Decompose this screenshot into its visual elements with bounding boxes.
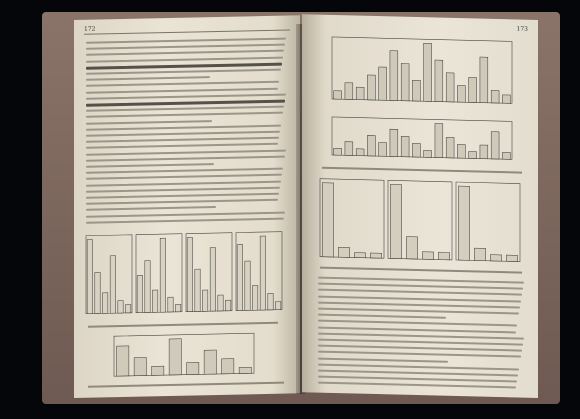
left-panel-3-bar bbox=[202, 290, 207, 311]
left-panel-3-bar bbox=[195, 269, 200, 311]
text-line bbox=[86, 87, 278, 93]
right-middle-bar bbox=[390, 129, 398, 156]
text-line bbox=[86, 106, 284, 112]
text-line bbox=[86, 76, 210, 81]
text-line bbox=[86, 124, 281, 130]
text-line bbox=[86, 44, 285, 50]
right-top-bar bbox=[480, 57, 488, 103]
right-middle-bar bbox=[469, 152, 477, 159]
right-upper-caption bbox=[322, 167, 522, 174]
text-line bbox=[318, 308, 519, 315]
left-bottom-bar bbox=[117, 346, 129, 376]
text-line bbox=[86, 149, 286, 155]
right-top-bar bbox=[345, 83, 353, 100]
left-panel-4-bar bbox=[268, 293, 273, 310]
right-middle-bar bbox=[379, 143, 387, 157]
text-line bbox=[86, 93, 286, 99]
left-panel-2-bar bbox=[175, 304, 180, 312]
text-line bbox=[318, 357, 448, 362]
left-panel-4-bar bbox=[245, 261, 250, 310]
right-middle-bar bbox=[457, 144, 465, 158]
right-figure-middle bbox=[332, 115, 512, 164]
right-lower-bar-chart-panels bbox=[320, 177, 525, 267]
text-line bbox=[318, 370, 518, 377]
left-panel-4-bar bbox=[252, 285, 257, 310]
left-panel-1-bar bbox=[110, 256, 115, 314]
right-lower-panel-1-bar bbox=[370, 253, 381, 258]
text-line bbox=[86, 69, 281, 75]
left-panel-3-bar bbox=[187, 238, 192, 312]
text-line bbox=[86, 217, 284, 223]
left-bottom-bar bbox=[134, 357, 146, 375]
right-top-bar bbox=[356, 87, 364, 100]
text-line bbox=[318, 295, 521, 302]
right-middle-bar bbox=[446, 137, 454, 158]
right-middle-bar bbox=[435, 123, 443, 157]
text-line bbox=[86, 137, 279, 143]
text-line bbox=[86, 120, 212, 125]
left-panel-1-frame bbox=[86, 235, 132, 314]
left-bottom-bar bbox=[222, 359, 234, 374]
left-panel-4-frame bbox=[236, 232, 282, 311]
right-lower-panel-2-bar bbox=[390, 184, 401, 258]
right-lower-panel-3-bar bbox=[474, 248, 485, 261]
text-line bbox=[86, 143, 278, 149]
right-lower-panel-1-bar bbox=[354, 253, 365, 258]
left-bottom-bar-chart bbox=[114, 331, 254, 379]
right-top-bar bbox=[491, 90, 499, 103]
right-middle-bar bbox=[502, 152, 510, 159]
right-middle-bar bbox=[424, 150, 432, 157]
text-line bbox=[86, 180, 281, 186]
right-top-bar bbox=[367, 75, 375, 100]
text-line bbox=[86, 50, 284, 56]
right-top-bar bbox=[502, 95, 510, 103]
text-line bbox=[86, 131, 280, 137]
left-panel-1-bar bbox=[125, 305, 130, 313]
text-line bbox=[86, 155, 285, 161]
right-lower-panel-2-bar bbox=[422, 252, 433, 260]
right-figure-lower bbox=[320, 177, 525, 267]
left-page bbox=[74, 15, 300, 398]
right-lower-panel-3-bar bbox=[506, 255, 517, 261]
right-page bbox=[302, 14, 538, 398]
left-panel-4-bar bbox=[260, 236, 265, 310]
text-line bbox=[318, 363, 519, 370]
left-panel-2-bar bbox=[160, 238, 165, 312]
text-line bbox=[86, 56, 283, 62]
left-page-number: 172 bbox=[84, 25, 96, 33]
text-line bbox=[86, 163, 214, 168]
text-line bbox=[318, 320, 517, 327]
left-panel-2-bar bbox=[145, 261, 150, 313]
left-bottom-caption bbox=[88, 382, 284, 388]
right-top-bar bbox=[457, 85, 465, 102]
left-panel-3-bar bbox=[218, 295, 223, 311]
right-middle-bar bbox=[334, 148, 342, 155]
left-panel-3-bar bbox=[225, 300, 230, 311]
left-panel-2-bar bbox=[152, 290, 157, 312]
left-panel-4-bar bbox=[275, 301, 280, 309]
text-line bbox=[318, 326, 516, 333]
text-line bbox=[86, 174, 282, 180]
text-line bbox=[86, 193, 279, 199]
left-figure-bottom bbox=[114, 331, 254, 379]
right-lower-panel-1-bar bbox=[322, 183, 333, 257]
left-bottom-bar bbox=[169, 339, 181, 375]
right-top-bar-chart bbox=[332, 35, 512, 109]
text-line bbox=[86, 186, 280, 192]
right-lower-panel-3-bar bbox=[458, 186, 469, 260]
right-middle-bar-chart bbox=[332, 115, 512, 164]
left-figure-caption bbox=[88, 322, 278, 328]
left-panel-4-bar bbox=[237, 245, 242, 311]
text-line bbox=[86, 38, 286, 44]
right-middle-bar bbox=[412, 143, 420, 157]
right-lower-caption bbox=[320, 267, 522, 274]
right-top-bar bbox=[334, 91, 342, 99]
left-figure-panels bbox=[86, 226, 286, 320]
left-panel-2-frame bbox=[136, 234, 182, 313]
right-top-bar bbox=[401, 63, 409, 100]
right-top-bar bbox=[390, 51, 398, 101]
left-panel-2-bar bbox=[168, 297, 173, 312]
right-figure-top bbox=[332, 35, 512, 109]
text-line bbox=[318, 376, 517, 383]
right-page-number: 173 bbox=[516, 25, 528, 33]
text-line bbox=[318, 289, 522, 296]
text-line bbox=[86, 112, 283, 118]
left-panel-3-frame bbox=[186, 233, 232, 312]
text-line bbox=[318, 382, 516, 389]
text-line bbox=[86, 199, 278, 205]
right-middle-bar bbox=[401, 136, 409, 157]
left-bottom-bar bbox=[187, 362, 199, 374]
text-line bbox=[86, 206, 216, 211]
right-top-bar bbox=[412, 80, 420, 101]
right-lower-panel-3-bar bbox=[490, 255, 501, 261]
left-panel-1-bar bbox=[118, 301, 123, 313]
right-middle-bar bbox=[491, 132, 499, 159]
left-bottom-bar bbox=[239, 367, 251, 373]
right-middle-bar bbox=[345, 142, 353, 156]
text-line bbox=[86, 168, 283, 174]
text-line bbox=[86, 81, 279, 87]
left-header-rule bbox=[84, 29, 290, 34]
right-lower-panel-2-bar bbox=[406, 237, 417, 259]
right-middle-bar bbox=[356, 149, 364, 156]
left-panel-1-bar bbox=[102, 293, 107, 314]
text-line bbox=[318, 301, 520, 308]
text-line bbox=[318, 351, 521, 358]
left-bottom-bar bbox=[152, 366, 164, 375]
text-line bbox=[318, 314, 446, 319]
right-middle-bar bbox=[367, 135, 375, 156]
left-panel-2-bar bbox=[137, 276, 142, 313]
left-bar-chart-panels bbox=[86, 226, 286, 320]
text-line bbox=[318, 345, 522, 352]
right-top-bar bbox=[379, 67, 387, 100]
left-panel-3-bar bbox=[210, 248, 215, 312]
left-panel-1-bar bbox=[87, 240, 92, 314]
right-top-bar bbox=[424, 43, 432, 101]
left-bottom-bar bbox=[204, 350, 216, 374]
book-spread bbox=[74, 20, 544, 398]
left-panel-1-bar bbox=[95, 272, 100, 313]
right-top-bar bbox=[446, 73, 454, 102]
right-lower-panel-1-bar bbox=[338, 247, 349, 257]
right-middle-bar bbox=[480, 145, 488, 159]
right-top-bar bbox=[435, 60, 443, 102]
right-lower-panel-2-bar bbox=[438, 252, 449, 260]
right-top-bar bbox=[469, 77, 477, 102]
text-line bbox=[86, 211, 285, 217]
